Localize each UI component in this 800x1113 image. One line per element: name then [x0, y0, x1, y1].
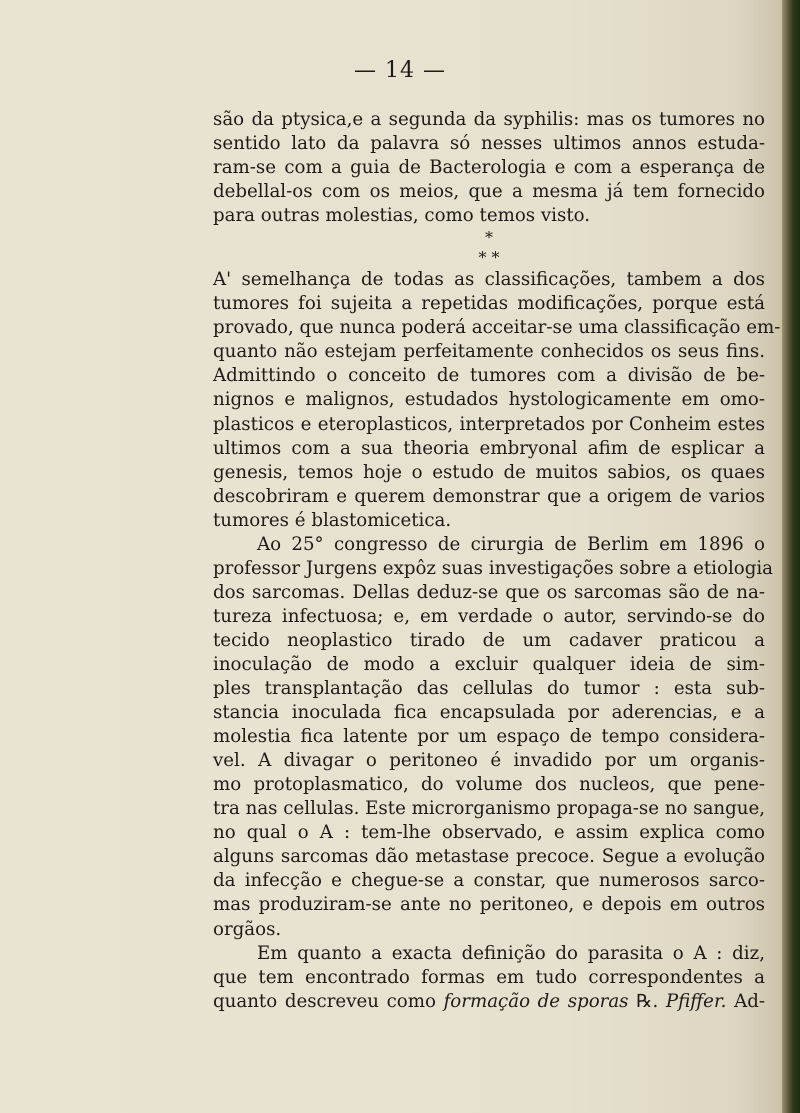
body-text: [213, 108, 781, 1014]
text-line: stancia inoculada fica encapsulada por aderencias, e a: [213, 702, 765, 724]
text-line: no qual o A : tem-lhe observado, e assim explica como: [213, 822, 765, 844]
paragraph-3: [213, 533, 774, 942]
text-line: tumores é blastomicetica.: [213, 509, 452, 531]
text-line: Em quanto a exacta definição do parasita o A : diz,: [257, 942, 765, 964]
text-line: descobriram e querem demonstrar que a origem de varios: [213, 485, 765, 507]
text-line: nignos e malignos, estudados hystologicamente em omo-: [213, 389, 765, 411]
final-line-text: quanto descreveu como: [213, 990, 444, 1012]
text-line: genesis, temos hoje o estudo de muitos sabios, os quaes: [213, 461, 765, 483]
text-line: Ao 25° congresso de cirurgia de Berlim em 1896 o: [257, 533, 765, 555]
text-line: molestia fica latente por um espaço de tempo considera-: [213, 726, 765, 748]
text-line: tecido neoplastico tirado de um cadaver praticou a: [213, 629, 765, 651]
italic-name: Pfiffer.: [665, 990, 727, 1012]
text-line: alguns sarcomas dão metastase precoce. Segue a evolução: [213, 846, 765, 868]
text-line: ram-se com a guia de Bacterologia e com a esperança de: [213, 157, 765, 179]
text-line: da infecção e chegue-se a constar, que numerosos sarco-: [213, 870, 765, 892]
line-end: Ad-: [726, 990, 765, 1012]
text-line: para outras molestias, como temos visto.: [213, 205, 591, 227]
text-line: orgãos.: [213, 918, 282, 940]
text-line: debellal-os com os meios, que a mesma já tem fornecido: [213, 181, 765, 203]
paragraph-2: [213, 268, 781, 533]
text-line: plasticos e eteroplasticos, interpretados por Conheim estes: [213, 413, 765, 435]
section-separator-asterism: [213, 228, 765, 268]
paragraph-4: [213, 942, 765, 1014]
text-line-final: [213, 990, 765, 1014]
text-line: tra nas cellulas. Este microrganismo propaga-se no sangue,: [213, 798, 766, 820]
text-line: A' semelhança de todas as classificações, tambem a dos: [213, 269, 765, 291]
text-line: inoculação de modo a excluir qualquer ideia de sim-: [213, 653, 765, 675]
text-line: sentido lato da palavra só nesses ultimos annos estuda-: [213, 133, 765, 155]
text-line: tureza infectuosa; e, em verdade o autor, servindo-se do: [213, 605, 765, 627]
text-line: dos sarcomas. Dellas deduz-se que os sarcomas são de na-: [213, 581, 765, 603]
paragraph-1: [213, 108, 765, 228]
italic-phrase: formação de sporas: [443, 990, 629, 1012]
text-line: ultimos com a sua theoria embryonal afim de esplicar a: [213, 437, 765, 459]
asterism-bottom: * *: [478, 248, 500, 268]
text-line: são da ptysica,e a segunda da syphilis: mas os tumores no: [213, 109, 765, 130]
text-line: provado, que nunca poderá acceitar-se uma classificação em-: [213, 317, 781, 339]
text-line: professor Jurgens expôz suas investigações sobre a etiologia: [213, 557, 774, 579]
text-line: quanto não estejam perfeitamente conhecidos os seus fins.: [213, 341, 765, 363]
text-line: vel. A divagar o peritoneo é invadido por um organis-: [213, 750, 765, 772]
book-spine-edge: [782, 0, 800, 1113]
asterism-top: *: [485, 228, 493, 248]
recipe-abbrev: ℞.: [628, 990, 666, 1012]
text-line: mo protoplasmatico, do volume dos nucleos, que pene-: [213, 774, 765, 796]
text-line: mas produziram-se ante no peritoneo, e depois em outros: [213, 894, 765, 916]
text-line: Admittindo o conceito de tumores com a divisão de be-: [213, 365, 765, 387]
text-line: ples transplantação das cellulas do tumor : esta sub-: [213, 678, 765, 700]
text-line: que tem encontrado formas em tudo correspondentes a: [213, 966, 765, 988]
text-line: tumores foi sujeita a repetidas modificações, porque está: [213, 293, 765, 315]
page-number: — 14 —: [354, 58, 446, 83]
